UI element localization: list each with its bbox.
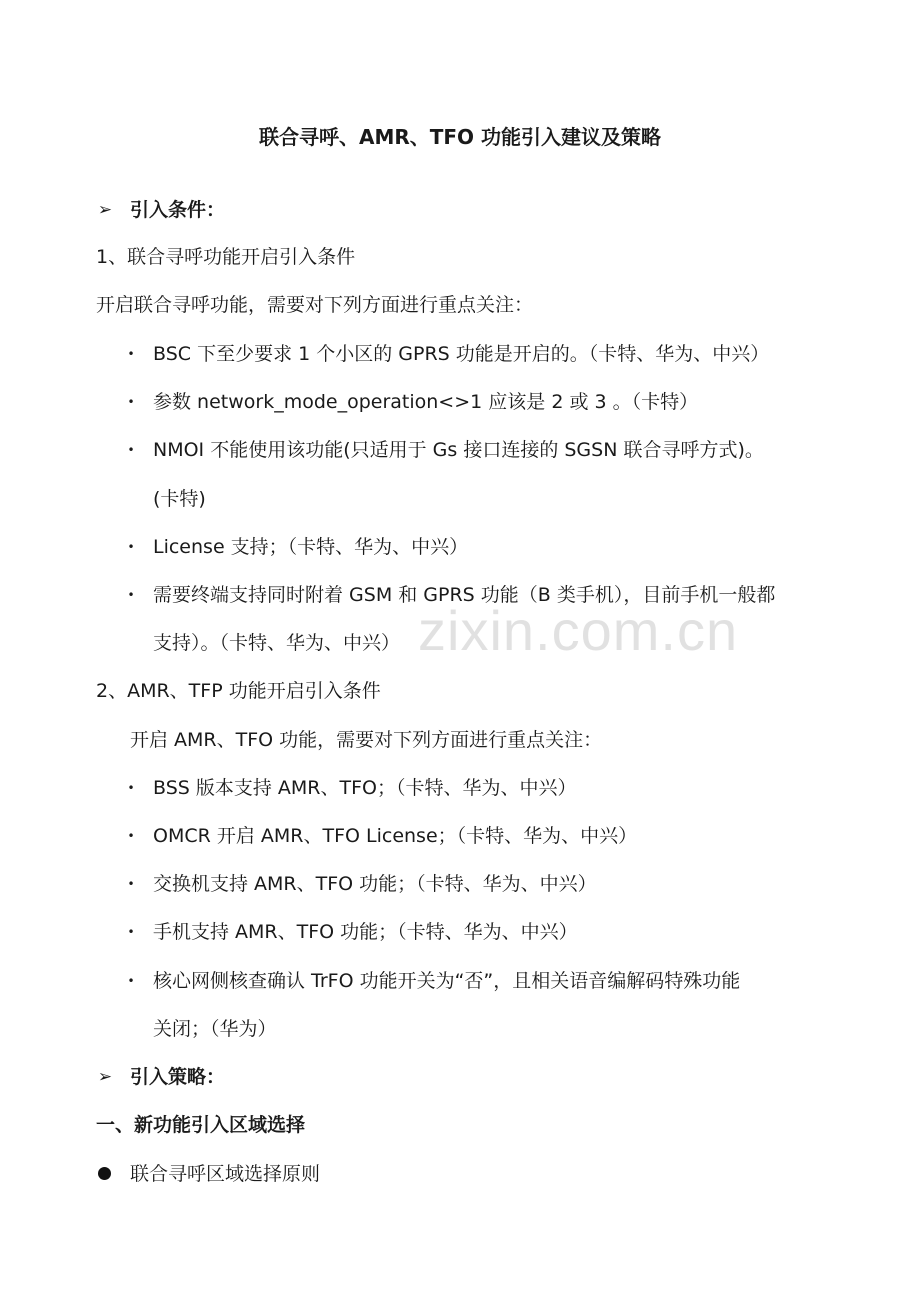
list-item-continuation: 支持）。（卡特、华为、中兴） xyxy=(153,632,401,654)
arrow-bullet-icon: ➢ xyxy=(97,1067,113,1087)
list-item-continuation: (卡特) xyxy=(153,488,206,510)
watermark: zixin.com.cn xyxy=(418,599,739,662)
list-item: BSC 下至少要求 1 个小区的 GPRS 功能是开启的。（卡特、华为、中兴） xyxy=(153,343,770,365)
subsection-heading-amr-tfo: 2、AMR、TFP 功能开启引入条件 xyxy=(96,680,381,702)
subsection-heading-paging: 1、联合寻呼功能开启引入条件 xyxy=(96,246,356,268)
list-item: BSS 版本支持 AMR、TFO；（卡特、华为、中兴） xyxy=(153,777,577,799)
bullet-dot-icon: • xyxy=(127,588,135,602)
bullet-dot-icon: • xyxy=(127,925,135,939)
section-heading-strategy: 引入策略： xyxy=(130,1066,226,1088)
bullet-dot-icon: • xyxy=(127,829,135,843)
paragraph-amr-tfo-intro: 开启 AMR、TFO 功能，需要对下列方面进行重点关注： xyxy=(130,729,603,751)
bullet-dot-icon: • xyxy=(127,877,135,891)
document-title: 联合寻呼、AMR、TFO 功能引入建议及策略 xyxy=(258,125,662,149)
list-item: 手机支持 AMR、TFO 功能；（卡特、华为、中兴） xyxy=(153,921,578,943)
list-item: 参数 network_mode_operation<>1 应该是 2 或 3 。（卡特） xyxy=(153,391,699,413)
arrow-bullet-icon: ➢ xyxy=(97,200,113,220)
section-heading-conditions: 引入条件： xyxy=(130,199,226,221)
bullet-dot-icon: • xyxy=(127,443,135,457)
list-item: NMOI 不能使用该功能(只适用于 Gs 接口连接的 SGSN 联合寻呼方式)。 xyxy=(153,439,764,461)
list-item: 核心网侧核查确认 TrFO 功能开关为“否”，且相关语音编解码特殊功能 xyxy=(153,970,741,992)
bullet-dot-icon: • xyxy=(127,395,135,409)
bullet-dot-icon: • xyxy=(127,347,135,361)
list-item: OMCR 开启 AMR、TFO License；（卡特、华为、中兴） xyxy=(153,825,638,847)
bullet-dot-icon: • xyxy=(127,781,135,795)
part-heading-area-selection: 一、新功能引入区域选择 xyxy=(96,1114,306,1136)
list-item: 联合寻呼区域选择原则 xyxy=(130,1163,321,1185)
paragraph-paging-intro: 开启联合寻呼功能，需要对下列方面进行重点关注： xyxy=(96,294,534,316)
list-item: 交换机支持 AMR、TFO 功能；（卡特、华为、中兴） xyxy=(153,873,597,895)
bullet-dot-icon: • xyxy=(127,974,135,988)
list-item-continuation: 关闭；（华为） xyxy=(153,1018,277,1040)
list-item: 需要终端支持同时附着 GSM 和 GPRS 功能（B 类手机），目前手机一般都 xyxy=(153,584,776,606)
bullet-dot-icon: • xyxy=(127,540,135,554)
list-item: License 支持；（卡特、华为、中兴） xyxy=(153,536,469,558)
filled-circle-bullet-icon xyxy=(98,1167,111,1180)
